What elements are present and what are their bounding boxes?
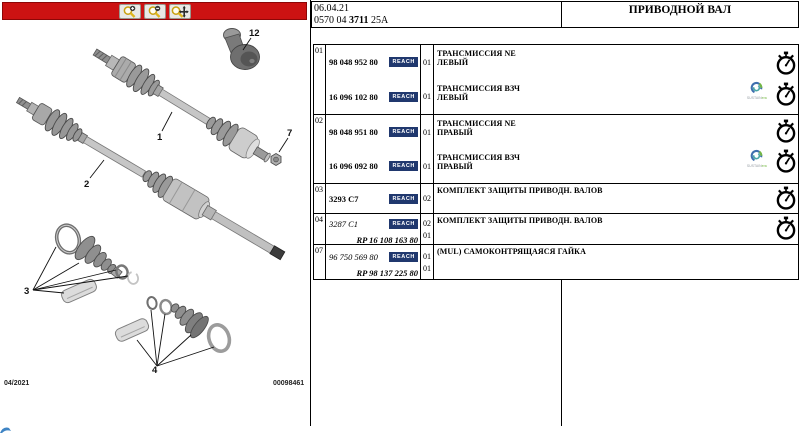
- reach-badge[interactable]: REACH: [389, 127, 418, 137]
- panel-divider: [310, 0, 311, 426]
- part-number: 3287 C1: [329, 218, 359, 229]
- callout-1: 1: [157, 132, 163, 143]
- desc-col: [434, 184, 798, 213]
- quantity: 01: [423, 264, 431, 273]
- ref-cell: [314, 214, 326, 244]
- part-description: ТРАНСМИССИЯ NE: [437, 49, 516, 58]
- replacement-part-number: RP 16 108 163 80: [356, 235, 418, 245]
- part-col: [326, 45, 421, 114]
- ref-number: 03: [315, 185, 323, 194]
- reach-badge[interactable]: REACH: [389, 57, 418, 67]
- quantity: 02: [423, 194, 431, 203]
- qty-col: [421, 245, 434, 279]
- ref-cell: [314, 45, 326, 114]
- ref-number: 01: [315, 46, 323, 55]
- quantity: 01: [423, 231, 431, 240]
- desc-col: [434, 245, 798, 279]
- sustainera-logo[interactable]: [743, 81, 770, 101]
- ref-cell: [314, 245, 326, 279]
- part-col: [326, 245, 421, 279]
- quantity: 01: [423, 57, 431, 67]
- qty-col: [421, 184, 434, 213]
- magnifier-minus-icon: [147, 5, 163, 19]
- part-col: [326, 184, 421, 213]
- reach-badge[interactable]: REACH: [389, 219, 418, 229]
- part-description: ТРАНСМИССИЯ NE: [437, 119, 516, 128]
- parts-table: [313, 44, 799, 280]
- quantity: 01: [423, 252, 431, 261]
- header-reference-cell: [312, 2, 562, 27]
- figure-number: 00098461: [273, 380, 305, 387]
- desc-col: [434, 214, 798, 244]
- magnifier-plus-icon: [122, 5, 138, 19]
- qty-col: [421, 115, 434, 183]
- boot-kit-right: [114, 296, 233, 366]
- parts-row-02[interactable]: [314, 115, 798, 184]
- stopwatch-icon[interactable]: [775, 51, 797, 75]
- zoom-in-button[interactable]: [119, 4, 141, 19]
- magnifier-pan-icon: [170, 5, 189, 19]
- nut-part: [271, 154, 281, 166]
- sustainera-logo[interactable]: [743, 149, 770, 169]
- callout-4: 4: [152, 365, 158, 376]
- part-number: 3293 C7: [329, 193, 359, 204]
- illustration-panel: [0, 0, 310, 434]
- part-number: 16 096 092 80: [329, 161, 378, 171]
- part-side: ПРАВЫЙ: [437, 162, 473, 171]
- stopwatch-icon[interactable]: [775, 216, 797, 240]
- callout-7: 7: [287, 128, 293, 139]
- part-number: 98 048 951 80: [329, 127, 378, 137]
- desc-col: [434, 45, 798, 114]
- zoom-toolbar: [2, 2, 307, 20]
- parts-row-07[interactable]: [314, 245, 798, 280]
- ref-number: 07: [315, 246, 323, 255]
- parts-row-03[interactable]: [314, 184, 798, 214]
- reach-badge[interactable]: REACH: [389, 161, 418, 171]
- stopwatch-icon[interactable]: [775, 149, 797, 173]
- qty-col: [421, 45, 434, 114]
- ref-cell: [314, 184, 326, 213]
- driveshaft-left: [12, 89, 289, 266]
- zoom-out-button[interactable]: [144, 4, 166, 19]
- callout-12: 12: [249, 28, 260, 39]
- part-number: 96 750 569 80: [329, 251, 378, 262]
- qty-col: [421, 214, 434, 244]
- part-number: 98 048 952 80: [329, 57, 378, 68]
- quantity: 02: [423, 219, 431, 228]
- document-header: [311, 1, 799, 28]
- reach-badge[interactable]: REACH: [389, 92, 418, 102]
- stopwatch-icon[interactable]: [775, 82, 797, 106]
- column-divider: [561, 279, 562, 426]
- part-side: ЛЕВЫЙ: [437, 58, 469, 67]
- part-description: (MUL) САМОКОНТРЯЩАЯСЯ ГАЙКА: [437, 247, 586, 256]
- callout-3: 3: [24, 286, 30, 297]
- reach-badge[interactable]: REACH: [389, 194, 418, 204]
- edition-date: 04/2021: [4, 380, 30, 387]
- part-description: КОМПЛЕКТ ЗАЩИТЫ ПРИВОДН. ВАЛОВ: [437, 216, 603, 225]
- partial-logo-icon: [0, 426, 12, 433]
- stopwatch-icon[interactable]: [775, 186, 797, 210]
- part-col: [326, 214, 421, 244]
- boot-kit-left: [33, 222, 139, 304]
- zoom-pan-button[interactable]: [169, 4, 191, 19]
- ref-number: 02: [315, 116, 323, 125]
- part-description: ТРАНСМИССИЯ ВЗЧ: [437, 153, 520, 162]
- header-reference: 0570 04 3711 25A: [314, 15, 389, 26]
- part-number: 16 096 102 80: [329, 91, 378, 102]
- reach-badge[interactable]: REACH: [389, 252, 418, 262]
- quantity: 01: [423, 92, 431, 102]
- driveshaft-diagram[interactable]: [0, 20, 310, 412]
- ref-cell: [314, 115, 326, 183]
- quantity: 01: [423, 127, 431, 137]
- ref-number: 04: [315, 215, 323, 224]
- part-description: ТРАНСМИССИЯ ВЗЧ: [437, 83, 520, 93]
- callout-2: 2: [84, 179, 90, 190]
- parts-row-04[interactable]: [314, 214, 798, 245]
- part-description: КОМПЛЕКТ ЗАЩИТЫ ПРИВОДН. ВАЛОВ: [437, 186, 603, 195]
- header-date: 06.04.21: [314, 3, 349, 14]
- parts-row-01[interactable]: [314, 45, 798, 115]
- quantity: 01: [423, 161, 431, 171]
- stopwatch-icon[interactable]: [775, 119, 797, 143]
- replacement-part-number: RP 98 137 225 80: [356, 268, 418, 278]
- part-col: [326, 115, 421, 183]
- part-side: ПРАВЫЙ: [437, 128, 473, 137]
- desc-col: [434, 115, 798, 183]
- part-side: ЛЕВЫЙ: [437, 92, 469, 102]
- page-title: ПРИВОДНОЙ ВАЛ: [628, 4, 732, 16]
